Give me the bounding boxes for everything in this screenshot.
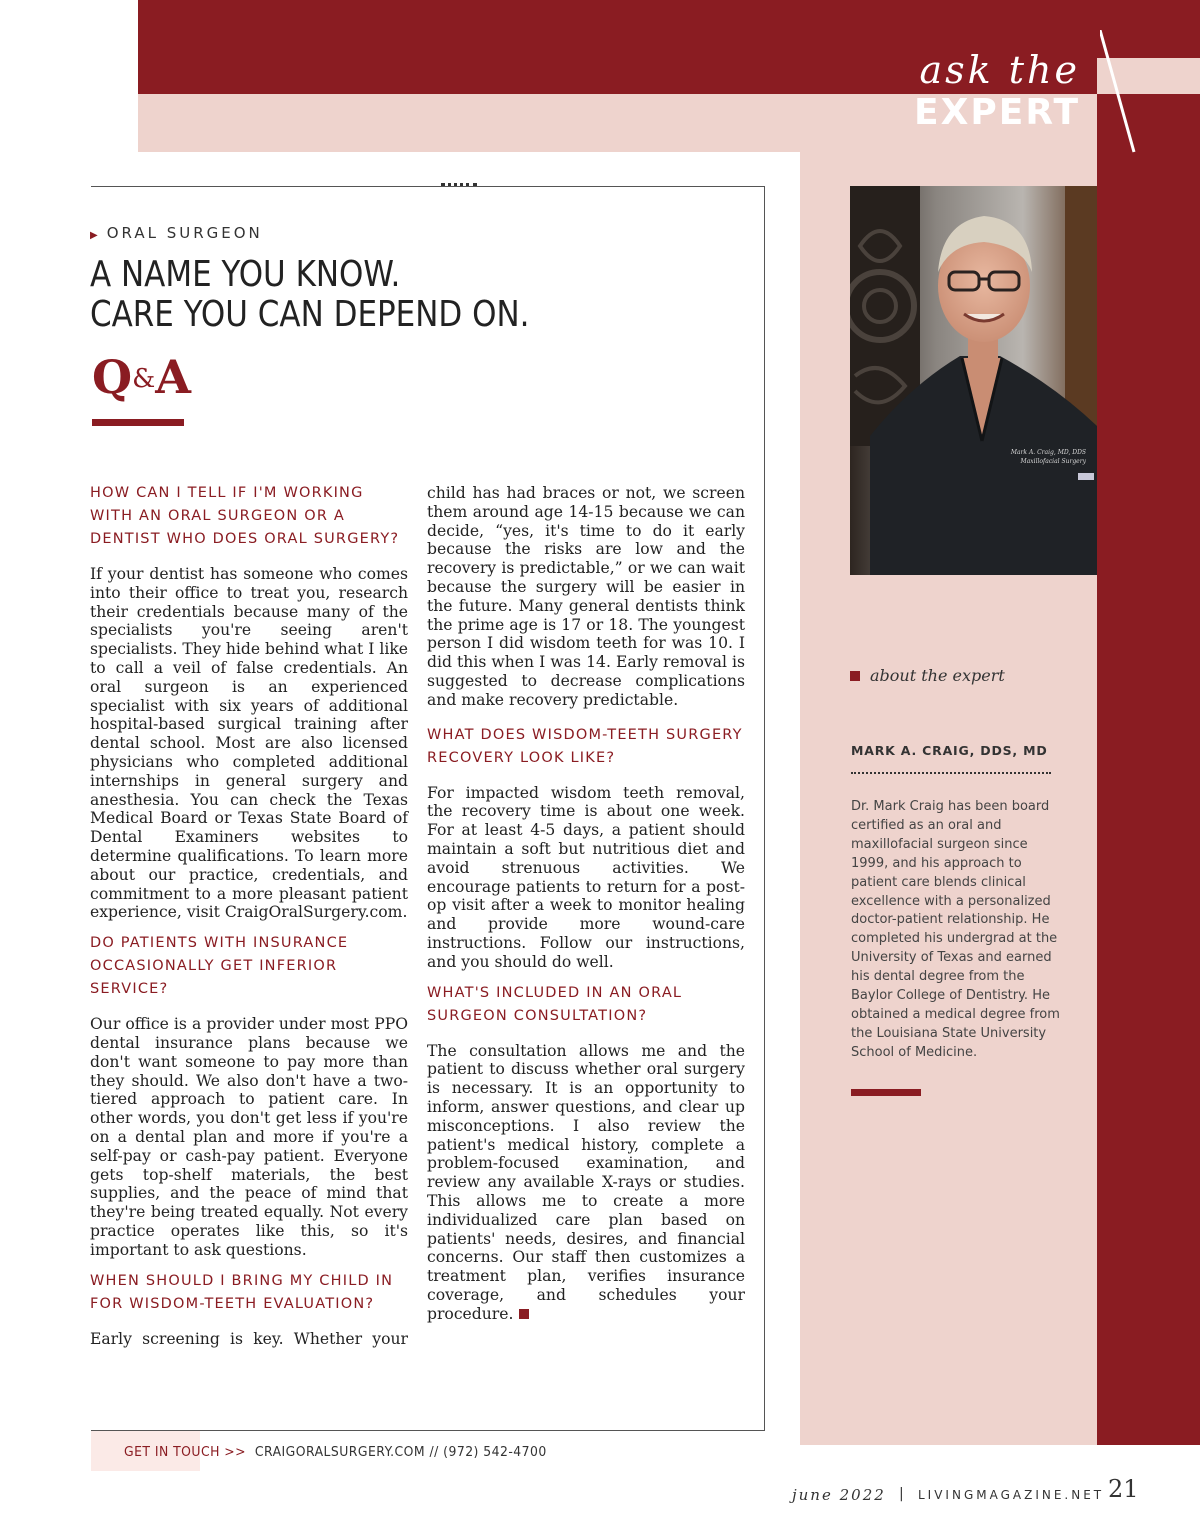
about-the-expert-label [850, 666, 1005, 685]
contact-details[interactable]: CRAIGORALSURGERY.COM // (972) 542-4700 [254, 1444, 547, 1460]
answer-1: If your dentist has someone who comes into their office to treat you, research their credentials because many of the specialists you're seeing aren't specialists. They hide behind what I like to call a veil of false credentials. An oral surgeon is an experienced specialist with six years of additional hospital-based surgical training after dental school. Most are also licensed physicians who completed additional internships in general surgery and anesthesia. You can check the Texas Medical Board or Texas State Board of Dental Examiners websites to determine qualifications. To learn more about our practice, credentials, and commitment to a more pleasant patient experience, visit CraigOralSurgery.com. [90, 565, 408, 922]
expert-bio: Dr. Mark Craig has been board certified as an oral and maxillofacial surgeon since 1999, and his approach to patient care blends clinical excellence with a personalized doctor-patient relationship. He completed his undergrad at the University of Texas and earned his dental degree from the Baylor College of Dentistry. He obtained a medical degree from the Louisiana State University School of Medicine. [851, 799, 1060, 1060]
answer-2: Our office is a provider under most PPO dental insurance plans because we don't want someone to pay more than they should. We also don't have a two-tiered approach to patient care. In other words, you don't get less if you're on a dental plan and more if you're a self-pay or cash-pay patient. Everyone gets top-shelf materials, the best supplies, and the peace of mind that they're being treated equally. Not every practice operates like this, so it's important to ask questions. [90, 1015, 408, 1259]
right-red-panel [1097, 58, 1200, 1445]
bio-underline-bar [851, 1089, 921, 1096]
folio-issue: june 2022 [792, 1486, 886, 1504]
page-number: 21 [1108, 1475, 1139, 1503]
article-kicker [90, 224, 263, 242]
kicker-arrow-icon: ▶ [90, 230, 101, 241]
question-2: DO PATIENTS WITH INSURANCE OCCASIONALLY GET INFERIOR SERVICE? [90, 935, 349, 998]
headline-line-1: A NAME YOU KNOW. [90, 254, 401, 295]
question-5: WHAT'S INCLUDED IN AN ORAL SURGEON CONSULTATION? [427, 984, 683, 1024]
qa-underline-bar [92, 419, 184, 426]
headline-line-2: CARE YOU CAN DEPEND ON. [90, 294, 530, 335]
qa-a: A [155, 350, 191, 404]
answer-3-continued: child has had braces or not, we screen them around age 14-15 because we can decide, “yes, it's time to do it early because the risks are low and the recovery is predictable,” or we can wait because the surgery will be easier in the future. Many general dentists think the prime age is 17 or 18. The youngest person I did wisdom teeth for was 10. I did this when I was 14. Early removal is suggested to decrease complications and make recovery predictable. [427, 484, 745, 709]
folio-separator: | [899, 1486, 904, 1502]
answer-3-start: Early screening is key. Whether your [90, 1329, 408, 1348]
folio-site[interactable]: LIVINGMAGAZINE.NET [918, 1488, 1105, 1502]
frame-dots-ornament [441, 183, 477, 186]
footer-contact [124, 1444, 547, 1460]
name-dotted-rule [851, 772, 1051, 774]
question-4: WHAT DOES WISDOM-TEETH SURGERY RECOVERY LOOK LIKE? [427, 726, 743, 766]
answer-5 [427, 1042, 745, 1324]
answer-4: For impacted wisdom teeth removal, the recovery time is about one week. For at least 4-5 days, a patient should maintain a soft but nutritious diet and avoid strenuous activities. We encourage patients to return for a post-op visit after a week to monitor healing and provide more wound-care instructions. Follow our instructions, and you should do well. [427, 783, 745, 971]
question-3: WHEN SHOULD I BRING MY CHILD IN FOR WISDOM-TEETH EVALUATION? [90, 1272, 394, 1312]
qa-q: Q [92, 350, 133, 404]
header-slash-ornament [1100, 30, 1140, 155]
scrub-embroidery-line-1: Mark A. Craig, MD, DDS [1010, 449, 1086, 456]
question-1: HOW CAN I TELL IF I'M WORKING WITH AN ORAL SURGEON OR A DENTIST WHO DOES ORAL SURGERY? [90, 485, 400, 547]
qa-logo [92, 350, 191, 404]
about-label-text: about the expert [870, 666, 1005, 685]
answer-5-text: The consultation allows me and the patient to discuss whether oral surgery is necessary. It is an opportunity to inform, answer questions, and clear up misconceptions. I also review the patient's medical history, complete a problem-focused examination, and review any available X-rays or studies. This allows me to create a more individualized care plan based on patients' needs, desires, and financial concerns. Our staff then customizes a treatment plan, verifies insurance coverage, and schedules your procedure. [427, 1041, 745, 1323]
scrub-embroidery-line-2: Maxillofacial Surgery [1020, 458, 1086, 465]
qa-amp: & [132, 364, 156, 394]
get-in-touch-label: GET IN TOUCH >> [124, 1444, 247, 1460]
expert-photo [850, 186, 1097, 575]
end-mark-icon [519, 1309, 529, 1319]
expert-name: MARK A. CRAIG, DDS, MD [851, 743, 1048, 758]
section-title-bold: EXPERT [914, 92, 1080, 133]
article-column-1 [90, 482, 408, 1348]
kicker-text: ORAL SURGEON [106, 224, 263, 242]
article-column-2 [427, 484, 745, 1323]
about-square-icon [850, 671, 860, 681]
section-title-script: ask the [919, 48, 1080, 92]
